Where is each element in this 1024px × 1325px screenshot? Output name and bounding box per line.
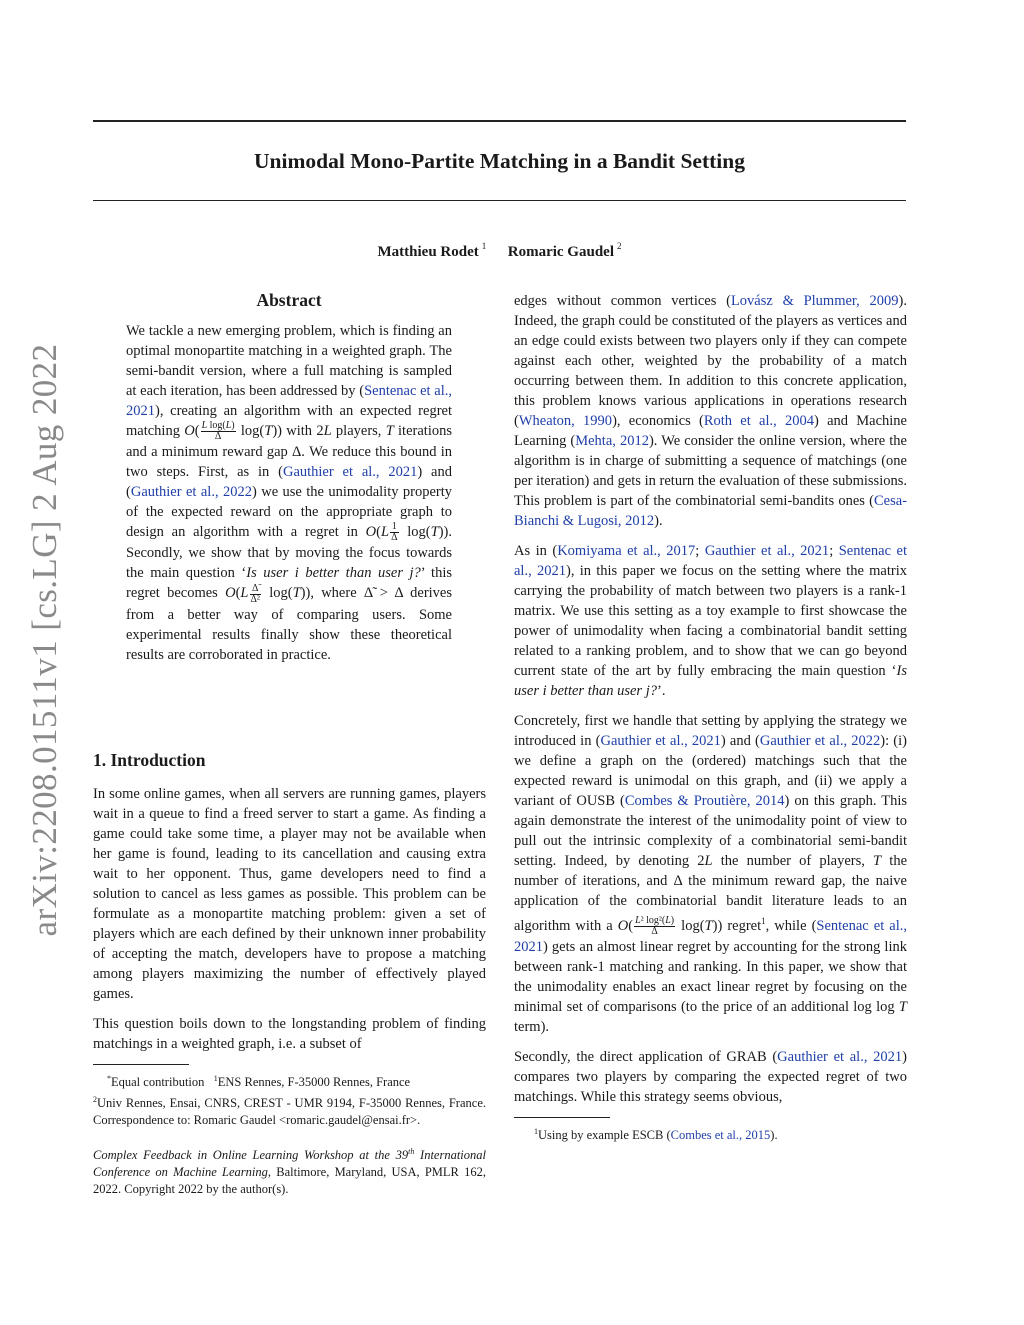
affiliation-footnote: *Equal contribution $^1$ENS Rennes, F-35000 Rennes, France $^2$Univ Rennes, Ensai, CNRS, CREST - UMR 9194, F-35000 Rennes, France. Correspondence to: Romaric Gaudel <romaric.gaudel@ensai.fr>.	[93, 1074, 486, 1128]
citation-link[interactable]: Gauthier et al., 2022	[130, 484, 252, 501]
citation-link[interactable]: Komiyama et al., 2017	[557, 543, 696, 559]
math-fraction: $\frac{\text{L log(L)}}{\Delta}$	[201, 420, 235, 443]
citation-link[interactable]: Gauthier et al., 2021	[600, 733, 721, 749]
math-fraction: $\frac{1}{\Delta}$	[391, 521, 398, 544]
footnote-rule	[93, 1064, 189, 1065]
author-name: Matthieu Rodet	[377, 244, 479, 260]
right-column	[514, 291, 907, 1144]
footnote-1: $^1$Using by example ESCB (Combes et al., 2015).	[534, 1127, 778, 1143]
citation-link[interactable]: Sentenac et al., 2021	[514, 543, 908, 579]
math-fraction: $\frac{\text{L² log²(L)}}{\Delta}$	[635, 915, 675, 937]
citation-link[interactable]: Roth et al., 2004	[703, 413, 814, 429]
body-paragraph: Concretely, first we handle that setting by applying the strategy we introduced in (Gauthier et al., 2021) and (Gauthier et al., 2022): (i) we define a graph on the (ordered) matchings such that the expected reward is unimodal on this graph, and (ii) we apply a variant of OUSB (Combes & Proutière, 2014) on this graph. This again demonstrate the interest of the unimodality point of view to pull out the intrinsic complexity of a combinatorial semi-bandit setting. Indeed, by denoting 2L the number of players, T the number of iterations, and Δ the minimum reward gap, the naive application of the combinatorial bandit literature leads to an algorithm with a O( $\frac{\text{L² log²(L)}}{\Delta}$ log(T)) regret$^1$, while (Sentenac et al., 2021) gets an almost linear regret by accounting for the strong link between rank-1 matching and ranking. In this paper, we show that the unimodality enables an exact linear regret by focusing on the minimal set of comparisons (to the price of an additional log log T term).	[514, 713, 908, 1035]
citation-link[interactable]: Gauthier et al., 2022	[759, 733, 881, 749]
left-column	[93, 748, 486, 1198]
venue-footnote: Complex Feedback in Online Learning Workshop at the 39th International Conference on Machine Learning, Baltimore, Maryland, USA, PMLR 162, 2022. Copyright 2022 by the author(s).	[93, 1147, 486, 1197]
citation-link[interactable]: Gauthier et al., 2021	[777, 1049, 903, 1065]
section-heading-introduction: 1. Introduction	[93, 750, 206, 770]
paper-title: Unimodal Mono-Partite Matching in a Bandit Setting	[254, 149, 745, 173]
author-name: Romaric Gaudel	[507, 244, 614, 260]
intro-paragraph: In some online games, when all servers are running games, players wait in a queue to find a freed server to start a game. As finding a game could take some time, a player may not be available when her game is found, leading to its cancellation and causing extra wait to her opponent. Thus, game developers need to find a solution to cancel as less games as possible. This problem can be formulate as a monopartite matching problem: given a set of players which are each defined by their unknown inner probability of accepting the match, developers have to propose a matching among players maximizing the number of effectively played games.	[93, 786, 486, 1002]
top-rule	[93, 120, 906, 122]
body-paragraph: Secondly, the direct application of GRAB (Gauthier et al., 2021) compares two players by comparing the expected regret of two matchings. While this strategy seems obvious,	[514, 1049, 907, 1105]
author-affiliation-mark: 1	[481, 241, 487, 251]
arxiv-identifier: arXiv:2208.01511v1 [cs.LG] 2 Aug 2022	[25, 343, 64, 937]
author-affiliation-mark: 2	[617, 241, 622, 251]
intro-paragraph: This question boils down to the longstanding problem of finding matchings in a weighted graph, i.e. a subset of	[93, 1016, 486, 1052]
citation-link[interactable]: Wheaton, 1990	[518, 413, 613, 429]
main-question: Is user i better than user j?	[514, 663, 907, 699]
footnote-marker[interactable]: 1	[761, 916, 766, 926]
footnote-rule	[514, 1117, 610, 1118]
body-paragraph: edges without common vertices (Lovász & Plummer, 2009). Indeed, the graph could be constituted of the players as vertices and an edge could exists between two players only if they can compete against each other, weighted by the probability of a match occurring between them. In addition to this concrete application, this problem knows various applications in operations research (Wheaton, 1990), economics (Roth et al., 2004) and Machine Learning (Mehta, 2012). We consider the online version, where the algorithm is in charge of submitting a sequence of matchings (one per iteration) and gets in return the evaluation of these submissions. This problem is part of the combinatorial semi-bandits ones (Cesa-Bianchi & Lugosi, 2012).	[514, 293, 908, 529]
abstract-heading: Abstract	[256, 290, 322, 310]
abstract-text: We tackle a new emerging problem, which is finding an optimal monopartite matching in a weighted graph. The semi-bandit version, where a full matching is sampled at each iteration, has been addressed by (Sentenac et al., 2021), creating an algorithm with an expected regret matching O( $\frac{\text{L log(L)}}{\Delta}$ log(T)) with 2L players, T iterations and a minimum reward gap Δ. We reduce this bound in two steps. First, as in (Gauthier et al., 2021) and (Gauthier et al., 2022) we use the unimodality property of the expected reward on the appropriate graph to design an algorithm with a regret in O(L $\frac{1}{\Delta}$ log(T)). Secondly, we show that by moving the focus towards the main question ‘Is user i better than user j?’ this regret becomes O(L $\frac{\Deltã}{\text{Δ²}}$ log(T)), where Δ̃ > Δ derives from a better way of comparing users. Some experimental results finally show these theoretical results are corroborated in practice.	[126, 323, 453, 663]
citation-link[interactable]: Sentenac et al., 2021	[126, 383, 452, 419]
main-question: Is user i better than user j?	[246, 565, 421, 582]
abstract-section	[126, 288, 452, 675]
citation-link[interactable]: Gauthier et al., 2021	[704, 543, 830, 559]
citation-link[interactable]: Lovász & Plummer, 2009	[730, 293, 899, 309]
math-fraction: $\frac{\Deltã}{\text{Δ²}}$	[250, 582, 260, 605]
citation-link[interactable]: Combes & Proutière, 2014	[624, 793, 785, 809]
citation-link[interactable]: Combes et al., 2015	[670, 1128, 771, 1143]
citation-link[interactable]: Gauthier et al., 2021	[282, 464, 418, 481]
citation-link[interactable]: Cesa-Bianchi & Lugosi, 2012	[514, 493, 907, 529]
author-list	[93, 234, 906, 264]
body-paragraph: As in (Komiyama et al., 2017; Gauthier et al., 2021; Sentenac et al., 2021), in this paper we focus on the setting where the matrix carrying the probability of match between two players is a rank-1 matrix. We use this setting as a toy example to first showcase the power of unimodality when facing a combinatorial bandit setting related to a ranking problem, and to show that we can go beyond current state of the art by fully embracing the main question ‘Is user i better than user j?’.	[514, 543, 908, 699]
title-bottom-rule	[93, 200, 906, 201]
citation-link[interactable]: Sentenac et al., 2021	[514, 917, 908, 955]
citation-link[interactable]: Mehta, 2012	[575, 433, 649, 449]
